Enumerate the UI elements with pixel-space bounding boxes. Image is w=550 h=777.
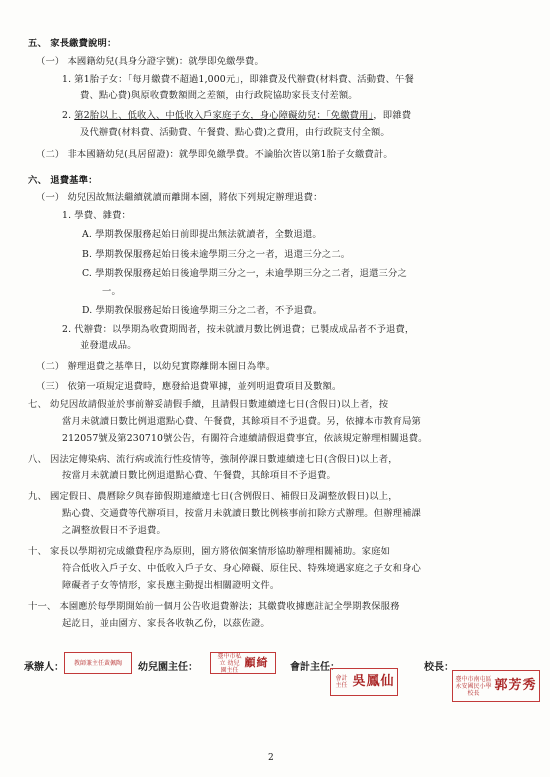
principal-stamp-small: 臺中市南屯區永安國民小學校長 xyxy=(455,675,492,697)
section-6-item-1-2b: 並發還成品。 xyxy=(80,340,137,351)
section-6-item-1: （一） 幼兒因故無法繼續就讀而離開本園，將依下列規定辦理退費： xyxy=(36,192,323,203)
director-stamp xyxy=(210,652,276,674)
section-5-item-1: （一） 本國籍幼兒(具身分證字號)：就學即免繳學費。 xyxy=(36,56,264,67)
section-10-line-3: 障礙者子女等情形，家長應主動提出相關證明文件。 xyxy=(62,580,280,591)
section-9-line-1: 九、 國定假日、農曆除夕與春節假期連續達七日(含例假日、補假日及調整放假日)以上， xyxy=(28,491,398,502)
organizer-label: 承辦人： xyxy=(24,662,64,673)
section-6-item-1-1-B: B. 學期教保服務起始日後未逾學期三分之一者，退還三分之二。 xyxy=(82,249,351,260)
section-11-line-2: 起訖日，並由園方、家長各收執乙份，以茲佐證。 xyxy=(62,618,270,629)
section-11-line-1: 十一、 本園應於每學期開始前一個月公告收退費辦法；其繳費收據應註記全學期教保服務 xyxy=(28,601,400,612)
section-9-line-2: 點心費、交通費等代辦項目，按當月未就讀日數比例核事前扣除方式辦理。但辦理補課 xyxy=(62,508,421,519)
section-9-line-3: 之調整放假日不予退費。 xyxy=(62,525,166,536)
section-6-item-1-1-Ca: C. 學期教保服務起始日後逾學期三分之一，未逾學期三分之二者，退還三分之 xyxy=(82,268,407,279)
section-5-item-1-2b: 及代辦費(材料費、活動費、午餐費、點心費)之費用，由行政院支付全額。 xyxy=(80,127,390,138)
page-number: 2 xyxy=(268,753,274,763)
section-5-item-1-1a: 1. 第1胎子女：「每月繳費不超過1,000元」，即雜費及代辦費(材料費、活動費、午餐 xyxy=(62,74,414,85)
section-5-item-2: （二） 非本國籍幼兒(具居留證)：就學即免繳學費。不論胎次皆以第1胎子女繳費計。 xyxy=(36,149,393,160)
section-7-line-1: 七、 幼兒因故請假並於事前辦妥請假手續，且請假日數連續達七日(含假日)以上者，按 xyxy=(28,399,389,410)
section-6-item-2: （二） 辦理退費之基準日，以幼兒實際離開本園日為準。 xyxy=(36,361,276,372)
section-6-item-3: （三） 依第一項規定退費時，應發給退費單據，並列明退費項目及數額。 xyxy=(36,381,342,392)
accounting-stamp xyxy=(330,668,398,696)
section-8-line-2: 按當月未就讀日數比例退還點心費、午餐費，其餘項目不予退費。 xyxy=(62,470,336,481)
principal-stamp xyxy=(452,670,540,702)
section-5-item-1-2a-tail: ，即雜費 xyxy=(373,110,412,121)
section-7-line-3: 212057號及第230710號公告，有關符合連續請假退費事宜，依該規定辦理相關退費。 xyxy=(62,433,428,444)
section-10-line-1: 十、 家長以學期初完成繳費程序為原則，園方將依個案情形協助辦理相關補助。家庭如 xyxy=(28,546,391,557)
section-8-line-1: 八、 因法定傳染病、流行病或流行性疫情等，強制停課日數連續達七日(含假日)以上者， xyxy=(28,454,398,465)
organizer-stamp-text: 教師兼主任黃佩陶 xyxy=(73,659,122,667)
section-6-item-1-1: 1. 學費、雜費： xyxy=(62,210,131,221)
accounting-stamp-name: 吳鳳仙 xyxy=(352,674,395,689)
accounting-stamp-small: 會計 主任 xyxy=(335,675,348,689)
section-6-item-1-1-Cb: 一。 xyxy=(102,286,121,297)
principal-label: 校長： xyxy=(424,662,454,673)
section-7-line-2: 當月未就讀日數比例退還點心費、午餐費，其餘項目不予退費。另，依據本市教育局第 xyxy=(62,416,421,427)
section-6-item-1-2a: 2. 代辦費：以學期為收費期間者，按未就讀月數比例退費；已製成成品者不予退費， xyxy=(62,324,415,335)
section-6-item-1-1-D: D. 學期教保服務起始日後逾學期三分之二者，不予退費。 xyxy=(82,305,323,316)
accounting-label: 會計主任： xyxy=(290,662,340,673)
section-5-item-1-2a-num: 2. xyxy=(62,110,75,121)
director-stamp-name: 顧綺 xyxy=(244,656,269,669)
section-10-line-2: 符合低收入戶子女、中低收入戶子女、身心障礙、原住民、特殊境遇家庭之子女和身心 xyxy=(62,563,421,574)
section-5-item-1-2a xyxy=(62,110,411,122)
section-6-item-1-1-A: A. 學期教保服務起始日前即提出無法就讀者，全數退還。 xyxy=(82,229,322,240)
section-5-title: 五、 家長繳費說明： xyxy=(28,38,117,49)
principal-stamp-name: 郭芳秀 xyxy=(494,678,537,693)
organizer-stamp xyxy=(64,652,132,674)
director-stamp-small: 臺中市私立 幼兒園主任 xyxy=(217,652,242,674)
section-5-item-1-2a-underlined: 第2胎以上、低收入、中低收入戶家庭子女，身心障礙幼兒：「免繳費用」 xyxy=(74,110,374,121)
section-5-item-1-1b: 費、點心費)與原收費數額間之差額，由行政院協助家長支付差額。 xyxy=(80,90,358,101)
director-label: 幼兒園主任： xyxy=(138,662,198,673)
section-6-title: 六、 退費基準： xyxy=(28,175,98,186)
